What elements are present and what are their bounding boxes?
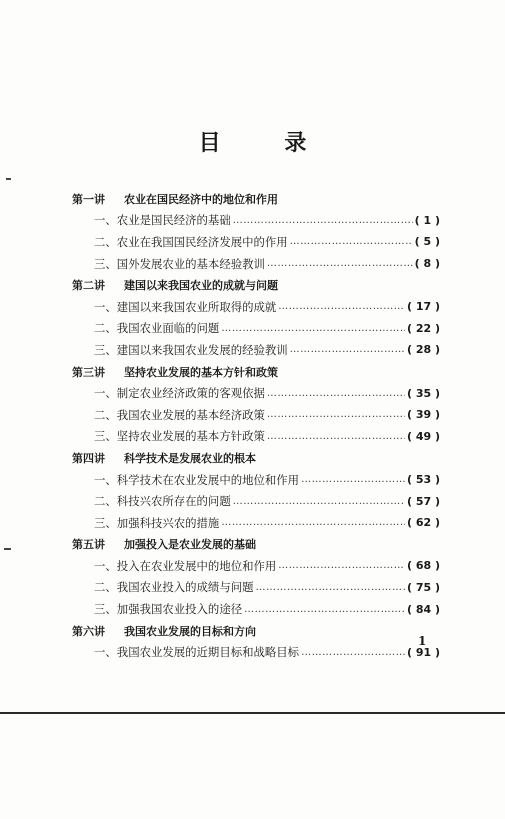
section-index: 一、 — [94, 213, 117, 228]
section-index: 二、 — [94, 321, 117, 336]
section-title: 建国以来我国农业所取得的成就 — [116, 299, 277, 314]
lecture-number: 第二讲 — [72, 279, 105, 293]
page-title: 目 录 — [198, 131, 335, 156]
section-title: 农业是国民经济的基础 — [116, 213, 231, 228]
toc-entry — [72, 641, 440, 663]
section-page: ( 84 ) — [406, 602, 440, 616]
lecture-heading — [72, 361, 440, 383]
leader-dots — [244, 604, 405, 615]
leader-dots — [221, 323, 405, 334]
lecture-title: 建国以来我国农业的成就与问题 — [124, 279, 278, 293]
toc-entry — [72, 210, 440, 232]
section-title: 建国以来我国农业发展的经验教训 — [116, 342, 288, 357]
section-title: 我国农业面临的问题 — [116, 321, 220, 336]
lecture-title: 坚持农业发展的基本方针和政策 — [124, 365, 278, 379]
section-title: 我国农业发展的基本经济政策 — [116, 407, 265, 422]
lecture-title: 农业在国民经济中的地位和作用 — [124, 192, 278, 206]
toc-entry — [72, 512, 440, 534]
section-index: 一、 — [94, 558, 117, 573]
section-title: 加强科技兴农的措施 — [116, 515, 220, 530]
section-title: 科技兴农所存在的问题 — [116, 494, 231, 509]
toc-entry — [72, 577, 440, 599]
leader-dots — [278, 301, 405, 312]
section-page: ( 75 ) — [406, 580, 440, 594]
lecture-number: 第三讲 — [72, 365, 105, 379]
section-title: 农业在我国国民经济发展中的作用 — [116, 234, 288, 249]
bottom-rule — [0, 712, 505, 714]
section-page: ( 49 ) — [406, 429, 440, 443]
leader-dots — [290, 236, 413, 247]
toc-entry — [72, 318, 440, 340]
leader-dots — [267, 409, 405, 420]
scan-mark — [4, 548, 11, 550]
section-title: 加强我国农业投入的途径 — [116, 602, 243, 617]
lecture-number: 第四讲 — [72, 451, 105, 465]
section-page: ( 28 ) — [406, 343, 440, 357]
toc-entry — [72, 469, 440, 491]
leader-dots — [278, 560, 405, 571]
section-index: 三、 — [94, 515, 117, 530]
section-page: ( 22 ) — [406, 321, 440, 335]
section-page: ( 62 ) — [406, 516, 440, 530]
section-title: 我国农业投入的成绩与问题 — [116, 580, 254, 595]
section-index: 二、 — [94, 407, 117, 422]
section-page: ( 1 ) — [414, 213, 440, 227]
toc-entry — [72, 404, 440, 426]
section-page: ( 68 ) — [406, 559, 440, 573]
toc-entry — [72, 426, 440, 448]
leader-dots — [301, 647, 405, 658]
section-title: 科学技术在农业发展中的地位和作用 — [116, 472, 300, 487]
section-index: 一、 — [94, 299, 117, 314]
scan-mark — [6, 178, 11, 180]
toc-entry — [72, 339, 440, 361]
section-page: ( 53 ) — [406, 473, 440, 487]
toc-entry — [72, 253, 440, 275]
section-index: 一、 — [94, 645, 117, 660]
section-page: ( 57 ) — [406, 494, 440, 508]
section-title: 国外发展农业的基本经验教训 — [116, 256, 265, 271]
leader-dots — [290, 344, 405, 355]
lecture-heading — [72, 274, 440, 296]
lecture-heading — [72, 188, 440, 210]
toc-entry — [72, 598, 440, 620]
section-title: 制定农业经济政策的客观依据 — [116, 386, 265, 401]
section-index: 三、 — [94, 429, 117, 444]
section-index: 二、 — [94, 494, 117, 509]
toc-entry — [72, 555, 440, 577]
section-index: 三、 — [94, 256, 117, 271]
leader-dots — [267, 431, 405, 442]
lecture-heading — [72, 447, 440, 469]
toc-entry — [72, 231, 440, 253]
leader-dots — [301, 474, 405, 485]
leader-dots — [267, 388, 405, 399]
section-title: 坚持农业发展的基本方针政策 — [116, 429, 265, 444]
lecture-title: 加强投入是农业发展的基础 — [124, 538, 256, 552]
leader-dots — [267, 258, 413, 269]
section-index: 二、 — [94, 580, 117, 595]
leader-dots — [233, 496, 405, 507]
section-page: ( 35 ) — [406, 386, 440, 400]
section-page: ( 8 ) — [414, 257, 440, 271]
section-index: 二、 — [94, 234, 117, 249]
page-number: 1 — [418, 634, 427, 648]
section-page: ( 91 ) — [406, 645, 440, 659]
leader-dots — [221, 517, 405, 528]
lecture-number: 第五讲 — [72, 538, 105, 552]
section-page: ( 17 ) — [406, 300, 440, 314]
section-page: ( 5 ) — [414, 235, 440, 249]
section-index: 一、 — [94, 386, 117, 401]
section-index: 三、 — [94, 602, 117, 617]
leader-dots — [256, 582, 405, 593]
section-title: 我国农业发展的近期目标和战略目标 — [116, 645, 300, 660]
toc-entry — [72, 296, 440, 318]
lecture-number: 第一讲 — [72, 192, 105, 206]
lecture-number: 第六讲 — [72, 624, 105, 638]
lecture-heading — [72, 534, 440, 556]
section-title: 投入在农业发展中的地位和作用 — [116, 558, 277, 573]
section-index: 一、 — [94, 472, 117, 487]
lecture-heading — [72, 620, 440, 642]
section-page: ( 39 ) — [406, 408, 440, 422]
section-index: 三、 — [94, 342, 117, 357]
table-of-contents — [72, 188, 440, 663]
lecture-title: 我国农业发展的目标和方向 — [124, 624, 256, 638]
toc-entry — [72, 490, 440, 512]
lecture-title: 科学技术是发展农业的根本 — [124, 451, 256, 465]
toc-entry — [72, 382, 440, 404]
leader-dots — [233, 215, 413, 226]
